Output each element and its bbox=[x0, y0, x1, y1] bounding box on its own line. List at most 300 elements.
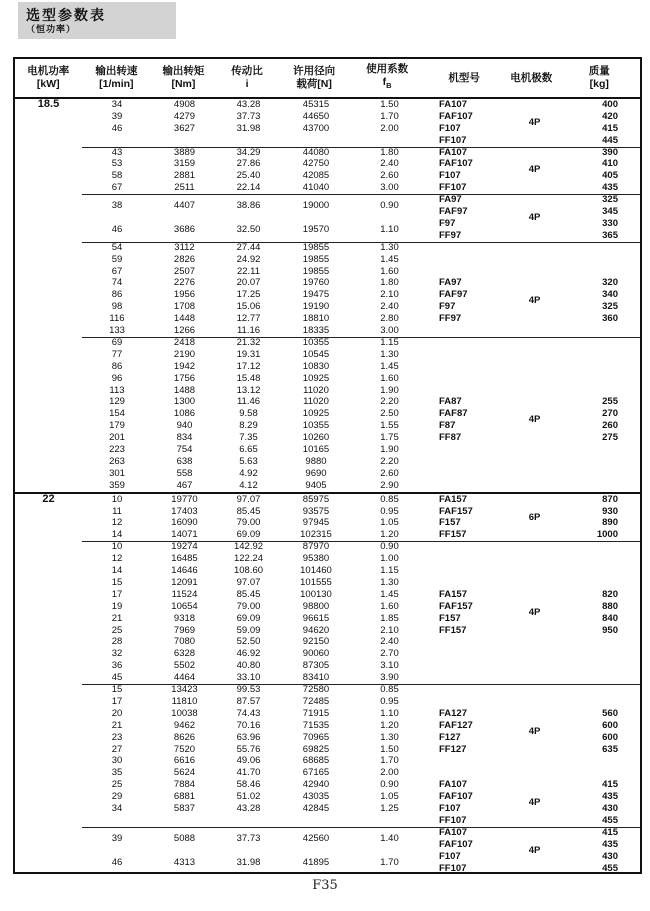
table-cell: 18.5 bbox=[37, 98, 60, 110]
row-group bbox=[15, 337, 640, 492]
table-cell: 3159 bbox=[173, 158, 196, 170]
table-cell: 1.70 bbox=[380, 856, 399, 868]
table-cell: 17403 bbox=[171, 505, 198, 517]
table-cell: FF97 bbox=[439, 313, 462, 325]
table-cell: 325 bbox=[602, 194, 618, 206]
table-cell: F107 bbox=[439, 170, 461, 182]
table-cell: 99.53 bbox=[236, 684, 261, 696]
table-cell: 67165 bbox=[302, 767, 330, 779]
table-cell: 325 bbox=[602, 301, 618, 313]
table-cell: 16485 bbox=[171, 553, 198, 565]
table-cell: 2.90 bbox=[380, 479, 399, 491]
table-cell: 1.40 bbox=[380, 832, 399, 844]
table-cell: 129 bbox=[109, 396, 125, 408]
table-cell: 840 bbox=[602, 612, 618, 624]
table-cell: FAF107 bbox=[439, 158, 473, 170]
table-cell: 46 bbox=[111, 122, 123, 134]
table-cell: 31.98 bbox=[236, 122, 261, 134]
table-cell: 96 bbox=[111, 372, 123, 384]
table-cell: 27.44 bbox=[236, 241, 261, 253]
table-cell: 68685 bbox=[302, 755, 330, 767]
table-cell: 2.00 bbox=[380, 767, 399, 779]
table-cell: 1000 bbox=[596, 529, 618, 541]
table-cell: 0.95 bbox=[380, 505, 399, 517]
row-group bbox=[15, 99, 640, 147]
table-cell: 10925 bbox=[302, 408, 330, 420]
table-cell: 410 bbox=[602, 158, 618, 170]
table-cell: 101555 bbox=[300, 576, 332, 588]
table-cell: 5502 bbox=[173, 660, 196, 672]
table-cell: 21.32 bbox=[236, 336, 261, 348]
table-cell: 42940 bbox=[302, 779, 330, 791]
table-cell: 25.40 bbox=[236, 170, 261, 182]
table-cell: 41.70 bbox=[236, 767, 261, 779]
table-cell: 467 bbox=[176, 479, 193, 491]
table-cell: 1.50 bbox=[380, 99, 399, 110]
page-title-box bbox=[18, 2, 176, 39]
table-cell: 10654 bbox=[171, 600, 198, 612]
table-cell: 558 bbox=[176, 467, 193, 479]
row-group bbox=[15, 494, 640, 542]
table-body bbox=[15, 99, 640, 874]
table-cell: 69825 bbox=[302, 743, 330, 755]
table-cell: 87305 bbox=[302, 660, 330, 672]
table-cell: 11.16 bbox=[236, 325, 261, 337]
table-cell: 10 bbox=[111, 493, 123, 505]
table-cell: 5088 bbox=[173, 832, 196, 844]
table-cell: FF107 bbox=[439, 134, 467, 146]
table-cell: 58.46 bbox=[236, 779, 261, 791]
table-cell: 320 bbox=[602, 277, 618, 289]
group-separator-line bbox=[82, 827, 640, 828]
table-cell: 79.00 bbox=[236, 600, 261, 612]
table-cell: 435 bbox=[602, 838, 618, 850]
table-cell: 4908 bbox=[173, 99, 196, 110]
table-cell: 97.07 bbox=[236, 576, 261, 588]
table-cell: 950 bbox=[602, 624, 618, 636]
table-cell: 59.09 bbox=[236, 624, 261, 636]
table-cell: 12 bbox=[111, 553, 123, 565]
table-cell: 0.90 bbox=[380, 541, 399, 553]
table-cell: 6616 bbox=[173, 755, 196, 767]
table-cell: 9405 bbox=[305, 479, 327, 491]
table-cell: 19760 bbox=[302, 277, 330, 289]
table-cell: 100130 bbox=[300, 588, 332, 600]
table-cell: 43700 bbox=[302, 122, 330, 134]
table-cell: 4P bbox=[528, 164, 541, 176]
table-cell: FF127 bbox=[439, 743, 467, 755]
table-cell: 1.05 bbox=[380, 791, 399, 803]
table-cell: 19190 bbox=[302, 301, 330, 313]
table-cell: 29 bbox=[111, 791, 123, 803]
table-cell: 116 bbox=[109, 313, 125, 325]
row-group bbox=[15, 194, 640, 242]
table-cell: 11810 bbox=[171, 695, 198, 707]
table-cell: 34 bbox=[111, 99, 123, 110]
table-cell: 70.16 bbox=[236, 719, 261, 731]
table-cell: FA97 bbox=[439, 277, 462, 289]
table-cell: 2826 bbox=[173, 253, 196, 265]
table-cell: 25 bbox=[111, 624, 123, 636]
table-cell: 71915 bbox=[302, 707, 330, 719]
table-cell: 7884 bbox=[173, 779, 196, 791]
table-cell: 4.12 bbox=[239, 479, 258, 491]
table-cell: FA87 bbox=[439, 396, 462, 408]
header-mass: 质量 [kg] bbox=[588, 65, 610, 90]
table-cell: 44650 bbox=[302, 110, 330, 122]
table-cell: 1.10 bbox=[380, 707, 399, 719]
table-cell: 54 bbox=[111, 241, 123, 253]
table-cell: 7.35 bbox=[239, 432, 258, 444]
table-cell: 20.07 bbox=[236, 277, 261, 289]
table-cell: 16090 bbox=[171, 517, 198, 529]
table-cell: 2190 bbox=[173, 348, 196, 360]
table-cell: 11020 bbox=[303, 384, 329, 396]
table-cell: 2.60 bbox=[380, 170, 399, 182]
table-cell: 4313 bbox=[173, 856, 196, 868]
table-cell: 1.10 bbox=[380, 223, 399, 235]
table-cell: 108.60 bbox=[233, 565, 264, 577]
table-cell: 940 bbox=[176, 420, 193, 432]
table-cell: 405 bbox=[602, 170, 618, 182]
table-cell: 113 bbox=[109, 384, 125, 396]
table-cell: 43.28 bbox=[236, 803, 261, 815]
table-cell: 19475 bbox=[302, 289, 330, 301]
table-cell: 34.29 bbox=[236, 146, 261, 158]
header-output-torque: 输出转矩 [Nm] bbox=[162, 65, 205, 90]
table-cell: 42085 bbox=[302, 170, 330, 182]
table-cell: 38 bbox=[111, 200, 123, 212]
table-cell: FAF157 bbox=[439, 505, 473, 517]
table-cell: 15.48 bbox=[236, 372, 261, 384]
table-cell: 5.63 bbox=[239, 455, 258, 467]
table-cell: 2.60 bbox=[380, 467, 399, 479]
table-cell: 95380 bbox=[302, 553, 330, 565]
header-ratio: 传动比 i bbox=[231, 65, 263, 90]
table-cell: 19770 bbox=[171, 493, 198, 505]
table-cell: 17 bbox=[111, 695, 123, 707]
table-cell: 2.00 bbox=[380, 122, 399, 134]
table-cell: 38.86 bbox=[236, 200, 261, 212]
table-cell: 67 bbox=[111, 265, 123, 277]
table-cell: 43035 bbox=[302, 791, 330, 803]
table-cell: 32 bbox=[111, 648, 123, 660]
table-cell: 69.09 bbox=[236, 529, 261, 541]
table-cell: 42750 bbox=[302, 158, 330, 170]
table-cell: 19 bbox=[111, 600, 123, 612]
table-cell: 3889 bbox=[173, 146, 196, 158]
table-cell: 92150 bbox=[302, 636, 330, 648]
row-group bbox=[15, 827, 640, 875]
table-cell: 179 bbox=[109, 420, 125, 432]
table-cell: 96615 bbox=[302, 612, 330, 624]
table-cell: 260 bbox=[602, 420, 618, 432]
table-cell: 55.76 bbox=[236, 743, 261, 755]
table-cell: 435 bbox=[602, 182, 618, 194]
table-cell: 2.80 bbox=[380, 313, 399, 325]
table-cell: 86 bbox=[111, 289, 123, 301]
table-cell: FA107 bbox=[439, 99, 467, 110]
table-cell: 1.80 bbox=[380, 277, 399, 289]
table-cell: 2.70 bbox=[380, 648, 399, 660]
table-cell: 36 bbox=[111, 660, 123, 672]
table-cell: 49.06 bbox=[236, 755, 261, 767]
table-cell: FAF107 bbox=[439, 838, 473, 850]
table-cell: 4P bbox=[528, 797, 541, 809]
table-cell: 52.50 bbox=[236, 636, 261, 648]
table-cell: 1.05 bbox=[380, 517, 399, 529]
table-cell: 19274 bbox=[171, 541, 198, 553]
table-cell: 1.45 bbox=[380, 588, 399, 600]
table-cell: 69.09 bbox=[236, 612, 261, 624]
table-cell: 2.40 bbox=[380, 636, 399, 648]
table-cell: 445 bbox=[602, 134, 618, 146]
power-block-18.5 bbox=[15, 99, 640, 492]
table-cell: 85975 bbox=[302, 493, 330, 505]
table-cell: 74 bbox=[111, 277, 123, 289]
table-cell: 97.07 bbox=[236, 493, 261, 505]
table-cell: 37.73 bbox=[236, 832, 261, 844]
table-cell: 1.70 bbox=[380, 755, 399, 767]
table-cell: 19855 bbox=[302, 253, 330, 265]
table-cell: 10545 bbox=[302, 348, 330, 360]
table-cell: FAF107 bbox=[439, 791, 473, 803]
table-cell: 17 bbox=[111, 588, 123, 600]
table-cell: 7520 bbox=[173, 743, 196, 755]
table-cell: 46 bbox=[111, 856, 123, 868]
table-cell: 90060 bbox=[302, 648, 330, 660]
table-cell: 2276 bbox=[173, 277, 196, 289]
table-cell: 9462 bbox=[173, 719, 196, 731]
table-cell: 201 bbox=[109, 432, 125, 444]
table-cell: 1.90 bbox=[380, 384, 399, 396]
table-cell: 330 bbox=[602, 217, 618, 229]
table-cell: 2881 bbox=[173, 170, 196, 182]
table-cell: 4.92 bbox=[239, 467, 258, 479]
row-group bbox=[15, 541, 640, 684]
table-cell: 365 bbox=[602, 229, 618, 241]
table-cell: F127 bbox=[439, 731, 461, 743]
table-cell: 8.29 bbox=[239, 420, 258, 432]
table-cell: 43 bbox=[111, 146, 123, 158]
table-cell: 1.70 bbox=[380, 110, 399, 122]
table-cell: 11 bbox=[112, 505, 122, 517]
table-cell: 27.86 bbox=[236, 158, 261, 170]
table-cell: 1.30 bbox=[380, 731, 399, 743]
table-cell: 1.85 bbox=[380, 612, 399, 624]
table-cell: 1266 bbox=[173, 325, 196, 337]
table-cell: 45315 bbox=[302, 99, 330, 110]
table-cell: 4464 bbox=[173, 672, 196, 684]
table-cell: 1.45 bbox=[380, 360, 399, 372]
table-cell: 1.60 bbox=[380, 372, 399, 384]
table-cell: 834 bbox=[176, 432, 193, 444]
table-cell: 638 bbox=[176, 455, 193, 467]
table-cell: 1.50 bbox=[380, 743, 399, 755]
table-cell: 600 bbox=[602, 731, 618, 743]
table-cell: 22.11 bbox=[236, 265, 261, 277]
table-cell: 154 bbox=[109, 408, 125, 420]
table-cell: 42560 bbox=[302, 832, 330, 844]
table-cell: 223 bbox=[109, 444, 125, 456]
table-cell: 3.90 bbox=[380, 672, 399, 684]
table-cell: 59 bbox=[111, 253, 123, 265]
table-cell: 19.31 bbox=[236, 348, 261, 360]
table-cell: 870 bbox=[602, 493, 618, 505]
table-cell: 23 bbox=[111, 731, 123, 743]
table-cell: 0.90 bbox=[380, 779, 399, 791]
table-cell: 1.15 bbox=[380, 565, 399, 577]
table-cell: 415 bbox=[602, 826, 618, 838]
table-cell: 10 bbox=[111, 541, 123, 553]
table-cell: 415 bbox=[602, 122, 618, 134]
table-cell: 70965 bbox=[302, 731, 330, 743]
table-cell: F97 bbox=[439, 217, 456, 229]
table-cell: 18335 bbox=[302, 325, 330, 337]
table-cell: 455 bbox=[602, 862, 618, 874]
table-cell: 1756 bbox=[173, 372, 196, 384]
table-cell: F107 bbox=[439, 122, 461, 134]
table-cell: 4P bbox=[528, 212, 541, 224]
table-cell: 635 bbox=[602, 743, 618, 755]
table-cell: 77 bbox=[111, 348, 123, 360]
table-cell: 1.75 bbox=[380, 432, 399, 444]
table-cell: 1.15 bbox=[380, 336, 399, 348]
table-cell: 2418 bbox=[173, 336, 196, 348]
table-cell: F87 bbox=[439, 420, 456, 432]
table-cell: 67 bbox=[111, 182, 123, 194]
table-cell: 560 bbox=[602, 707, 618, 719]
table-cell: 22.14 bbox=[236, 182, 261, 194]
table-cell: FA107 bbox=[439, 826, 467, 838]
table-cell: 40.80 bbox=[236, 660, 261, 672]
table-cell: 435 bbox=[602, 791, 618, 803]
table-cell: 98800 bbox=[302, 600, 330, 612]
table-cell: F157 bbox=[439, 517, 461, 529]
row-group bbox=[15, 242, 640, 337]
table-cell: 11020 bbox=[303, 396, 329, 408]
table-cell: 820 bbox=[602, 588, 618, 600]
header-output-speed: 输出转速 [1/min] bbox=[95, 65, 138, 90]
table-cell: 430 bbox=[602, 803, 618, 815]
table-cell: 14646 bbox=[171, 565, 198, 577]
table-cell: FA127 bbox=[439, 707, 467, 719]
table-cell: 1942 bbox=[173, 360, 196, 372]
table-cell: 11.46 bbox=[236, 396, 261, 408]
table-cell: 415 bbox=[602, 779, 618, 791]
table-cell: 15 bbox=[111, 576, 123, 588]
table-cell: 79.00 bbox=[236, 517, 261, 529]
table-cell: 4407 bbox=[173, 200, 196, 212]
table-cell: 45 bbox=[111, 672, 123, 684]
table-cell: 2507 bbox=[173, 265, 196, 277]
table-cell: 5624 bbox=[173, 767, 196, 779]
table-cell: FA107 bbox=[439, 146, 467, 158]
table-cell: 2.20 bbox=[380, 455, 399, 467]
table-cell: 10925 bbox=[302, 372, 330, 384]
table-cell: 0.90 bbox=[380, 200, 399, 212]
table-cell: 10260 bbox=[302, 432, 330, 444]
table-cell: 87.57 bbox=[236, 695, 261, 707]
table-cell: 28 bbox=[111, 636, 123, 648]
row-group bbox=[15, 147, 640, 195]
table-header bbox=[15, 59, 640, 99]
table-cell: 53 bbox=[111, 158, 123, 170]
header-motor-poles: 电机极数 bbox=[510, 71, 553, 84]
table-cell: F107 bbox=[439, 850, 461, 862]
table-cell: 19855 bbox=[302, 265, 330, 277]
table-cell: 85.45 bbox=[236, 588, 261, 600]
table-cell: 301 bbox=[109, 467, 125, 479]
table-cell: 2.10 bbox=[380, 624, 399, 636]
table-cell: 7969 bbox=[173, 624, 196, 636]
table-cell: 34 bbox=[111, 803, 123, 815]
table-cell: 21 bbox=[111, 612, 123, 624]
page-title: 选型参数表 bbox=[26, 7, 106, 23]
header-motor-power: 电机功率 [kW] bbox=[27, 65, 70, 90]
table-cell: 1.00 bbox=[380, 553, 399, 565]
table-cell: 58 bbox=[111, 170, 123, 182]
table-cell: 1.30 bbox=[380, 576, 399, 588]
table-cell: 133 bbox=[109, 325, 125, 337]
table-cell: 14 bbox=[111, 565, 123, 577]
table-cell: 3.10 bbox=[380, 660, 399, 672]
table-cell: 2.20 bbox=[380, 396, 399, 408]
table-cell: 600 bbox=[602, 719, 618, 731]
table-cell: 275 bbox=[602, 432, 618, 444]
table-cell: FA157 bbox=[439, 588, 467, 600]
table-cell: 41040 bbox=[302, 182, 330, 194]
table-cell: 51.02 bbox=[236, 791, 261, 803]
table-cell: 33.10 bbox=[236, 672, 261, 684]
table-cell: FA157 bbox=[439, 493, 467, 505]
table-cell: 3686 bbox=[173, 223, 196, 235]
table-cell: 270 bbox=[602, 408, 618, 420]
table-cell: 85.45 bbox=[236, 505, 261, 517]
table-cell: 9880 bbox=[305, 455, 327, 467]
table-cell: 6881 bbox=[173, 791, 196, 803]
table-cell: 35 bbox=[111, 767, 123, 779]
table-cell: 263 bbox=[109, 455, 125, 467]
table-cell: 9318 bbox=[173, 612, 196, 624]
table-cell: 25 bbox=[111, 779, 123, 791]
table-cell: FF107 bbox=[439, 862, 467, 874]
table-cell: FF157 bbox=[439, 624, 467, 636]
table-cell: 102315 bbox=[300, 529, 332, 541]
table-cell: 340 bbox=[602, 289, 618, 301]
table-cell: 3627 bbox=[173, 122, 196, 134]
table-cell: FA97 bbox=[439, 194, 462, 206]
table-cell: 5837 bbox=[173, 803, 196, 815]
table-cell: 72580 bbox=[302, 684, 330, 696]
table-cell: 21 bbox=[111, 719, 123, 731]
table-cell: 72485 bbox=[302, 695, 330, 707]
table-cell: 1.80 bbox=[380, 146, 399, 158]
table-cell: 71535 bbox=[302, 719, 330, 731]
table-cell: 10355 bbox=[302, 336, 330, 348]
row-group bbox=[15, 684, 640, 827]
table-cell: 46 bbox=[111, 223, 123, 235]
table-cell: 7080 bbox=[173, 636, 196, 648]
table-cell: 12 bbox=[111, 517, 123, 529]
table-cell: 1.90 bbox=[380, 444, 399, 456]
footer-page-number: F35 bbox=[312, 878, 338, 893]
power-block-22 bbox=[15, 492, 640, 875]
table-cell: 94620 bbox=[302, 624, 330, 636]
table-cell: 11524 bbox=[171, 588, 198, 600]
table-cell: 4P bbox=[528, 116, 541, 128]
table-cell: 9.58 bbox=[239, 408, 258, 420]
